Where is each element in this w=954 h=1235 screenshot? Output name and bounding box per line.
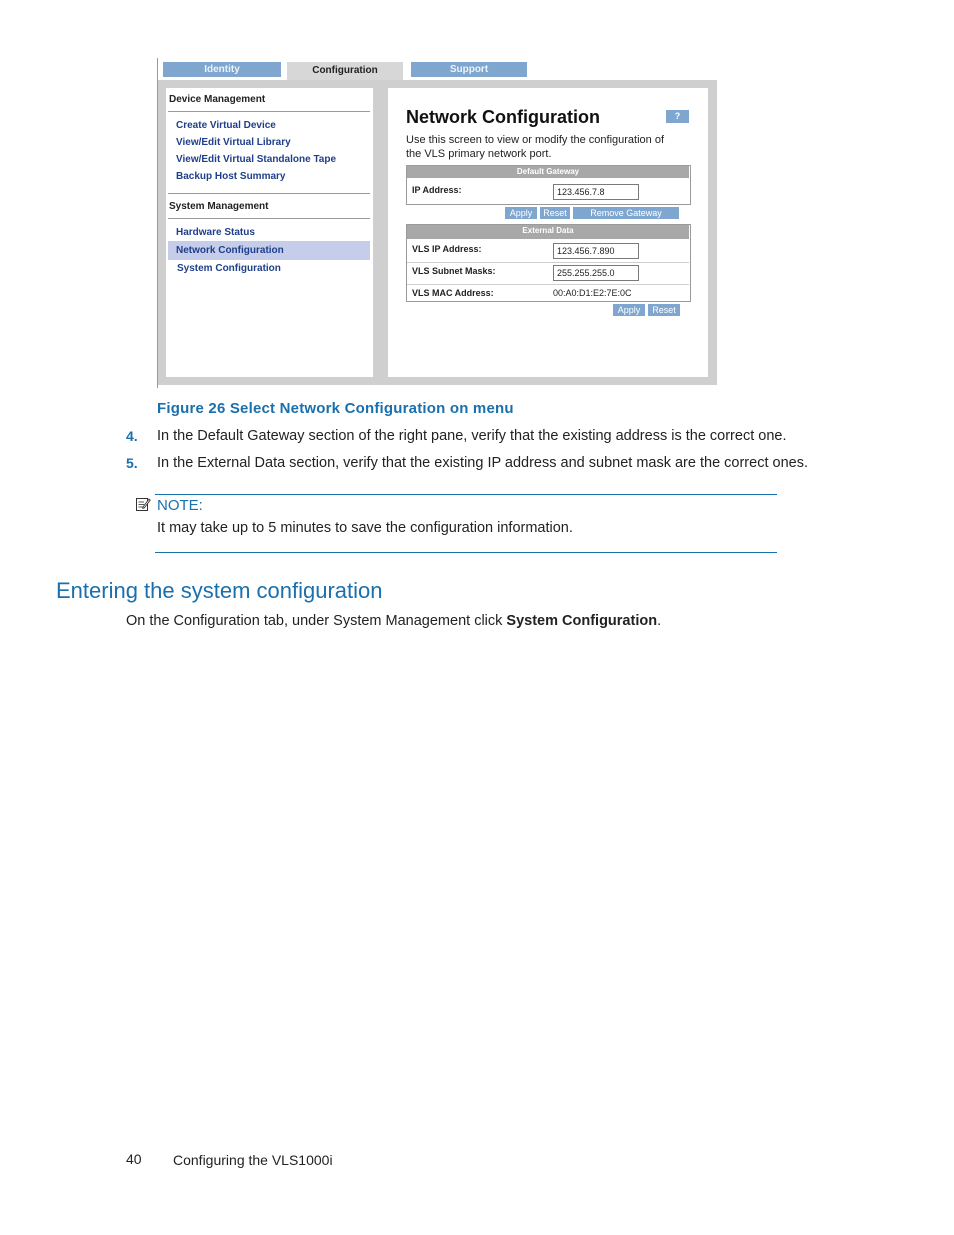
gateway-apply-button[interactable]: Apply — [505, 207, 537, 219]
description-line-2: the VLS primary network port. — [406, 148, 552, 160]
tab-configuration[interactable]: Configuration — [287, 62, 403, 81]
description-line-1: Use this screen to view or modify the configuration of — [406, 134, 665, 146]
network-configuration-title: Network Configuration — [406, 107, 600, 127]
vls-mac-address-value: 00:A0:D1:E2:7E:0C — [553, 288, 632, 298]
step-text: In the Default Gateway section of the right pane, verify that the existing address is the correct one. — [157, 428, 787, 444]
nav-divider — [168, 218, 370, 219]
row-divider — [407, 262, 689, 263]
vls-ip-address-input[interactable]: 123.456.7.890 — [553, 243, 639, 259]
row-divider — [407, 284, 689, 285]
section-paragraph — [126, 613, 661, 629]
gateway-reset-button[interactable]: Reset — [540, 207, 570, 219]
vls-subnet-masks-label: VLS Subnet Masks: — [412, 266, 496, 276]
external-reset-button[interactable]: Reset — [648, 304, 680, 316]
step-text: In the External Data section, verify that the existing IP address and subnet mask are the correct ones. — [157, 455, 808, 471]
step-number: 4. — [126, 428, 138, 444]
figure-caption: Figure 26 Select Network Configuration on menu — [157, 400, 514, 417]
nav-link-network-configuration[interactable]: Network Configuration — [176, 245, 284, 256]
tab-identity[interactable]: Identity — [163, 62, 281, 77]
page-number: 40 — [126, 1151, 142, 1167]
vls-subnet-masks-input[interactable]: 255.255.255.0 — [553, 265, 639, 281]
paragraph-text: On the Configuration tab, under System Management click — [126, 613, 507, 629]
nav-link-view-edit-virtual-standalone-tape[interactable]: View/Edit Virtual Standalone Tape — [176, 154, 337, 165]
note-text: It may take up to 5 minutes to save the configuration information. — [157, 520, 573, 536]
external-apply-button[interactable]: Apply — [613, 304, 645, 316]
default-gateway-header: Default Gateway — [407, 166, 689, 178]
note-label: NOTE: — [157, 497, 203, 514]
vls-mac-address-label: VLS MAC Address: — [412, 288, 494, 298]
ip-address-input[interactable]: 123.456.7.8 — [553, 184, 639, 200]
note-top-rule — [155, 494, 777, 495]
nav-link-system-configuration[interactable]: System Configuration — [177, 263, 281, 274]
note-bottom-rule — [155, 552, 777, 553]
step-number: 5. — [126, 455, 138, 471]
tab-support[interactable]: Support — [411, 62, 527, 77]
section-heading: Entering the system configuration — [56, 578, 383, 603]
nav-link-hardware-status[interactable]: Hardware Status — [176, 227, 255, 238]
device-management-heading: Device Management — [169, 94, 266, 105]
nav-link-view-edit-virtual-library[interactable]: View/Edit Virtual Library — [176, 137, 291, 148]
help-button[interactable]: ? — [666, 110, 689, 123]
nav-divider — [168, 111, 370, 112]
nav-link-create-virtual-device[interactable]: Create Virtual Device — [176, 120, 276, 131]
nav-link-backup-host-summary[interactable]: Backup Host Summary — [176, 171, 286, 182]
paragraph-text-end: . — [657, 613, 662, 629]
system-management-heading: System Management — [169, 201, 269, 212]
external-data-header: External Data — [407, 225, 689, 239]
nav-divider — [168, 193, 370, 194]
vls-ip-address-label: VLS IP Address: — [412, 244, 482, 254]
footer-title: Configuring the VLS1000i — [173, 1152, 333, 1168]
paragraph-bold-text: System Configuration — [506, 613, 658, 629]
remove-gateway-button[interactable]: Remove Gateway — [573, 207, 679, 219]
ip-address-label: IP Address: — [412, 185, 462, 195]
note-pencil-icon — [135, 496, 151, 512]
